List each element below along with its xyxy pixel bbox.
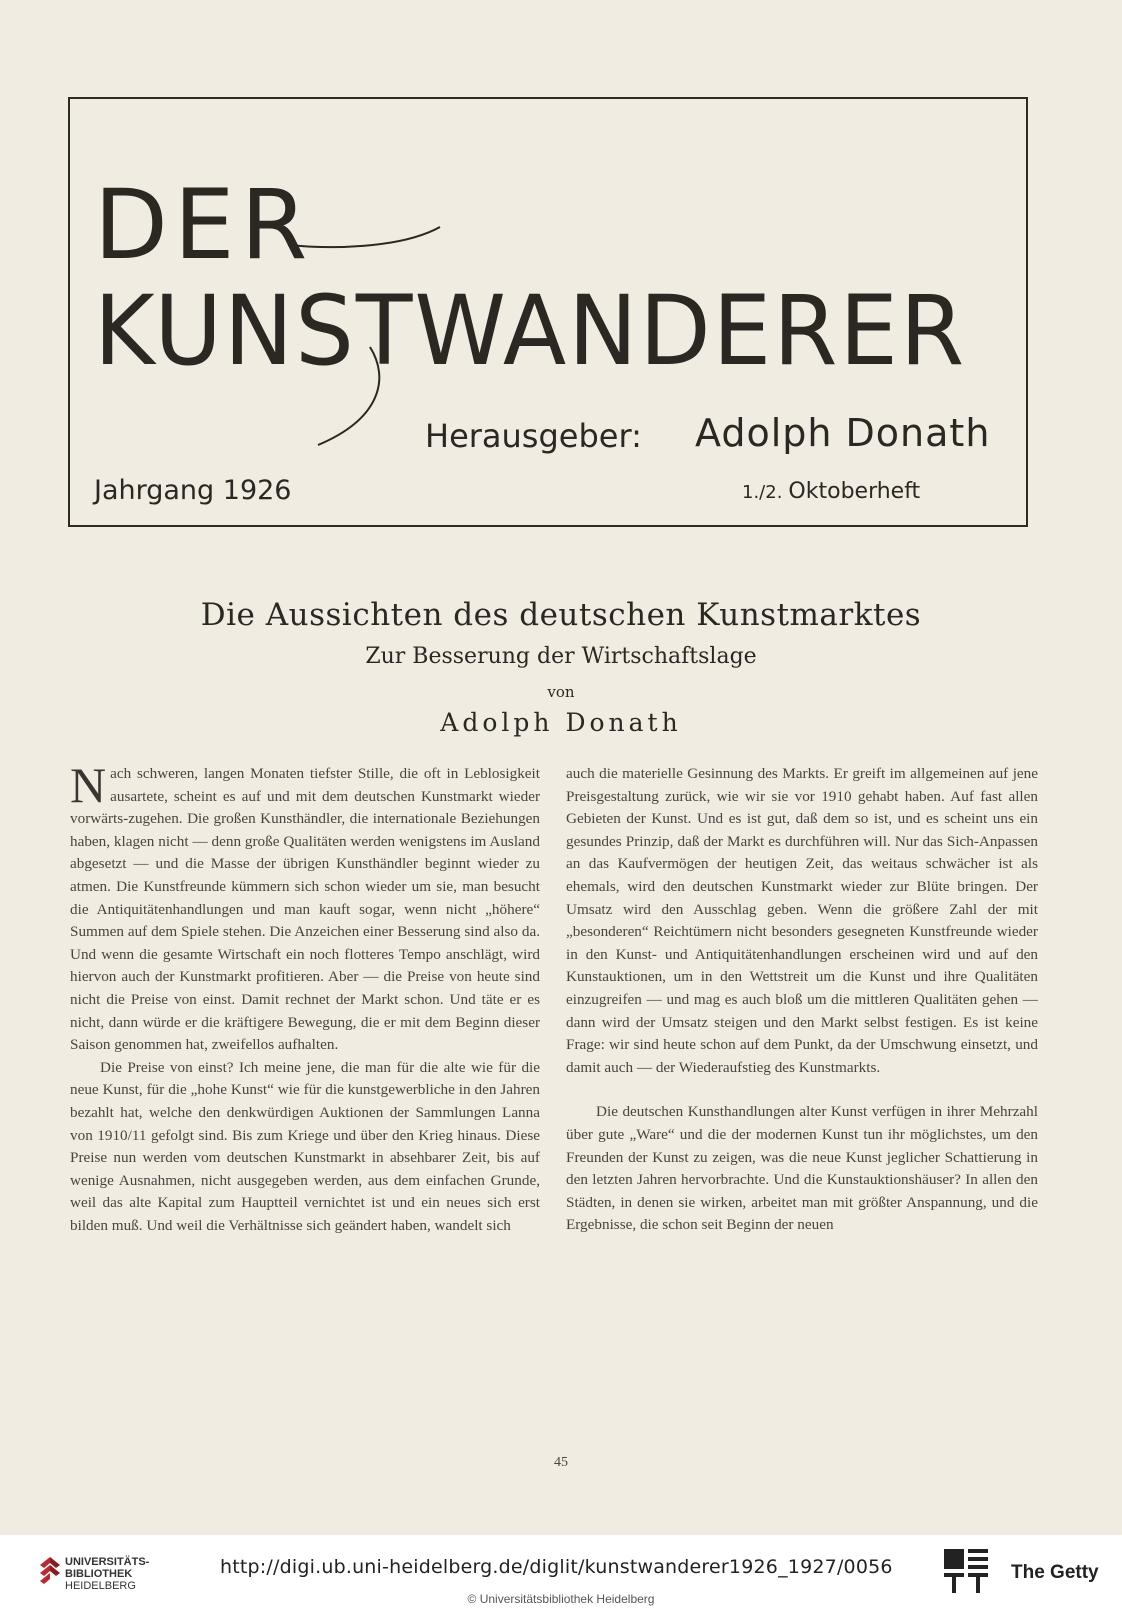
editor-name: Adolph Donath bbox=[695, 411, 991, 455]
article-column-right bbox=[566, 763, 1038, 1237]
copyright-notice: © Universitätsbibliothek Heidelberg bbox=[467, 1592, 655, 1606]
volume-year: Jahrgang 1926 bbox=[94, 475, 292, 506]
article-column-left bbox=[70, 757, 540, 1237]
issue-number: 1./2. bbox=[742, 482, 783, 503]
getty-name: The Getty bbox=[1011, 1562, 1099, 1583]
right-paragraph-1: auch die materielle Gesinnung des Markts. Er greift im allgemeinen auf jene Preisgestaltung zurück, wie wir sie vor 1910 gehabt haben. Auf fast allen Gebieten der Kunst. Und es ist gut, daß dem so ist, und es scheint uns ein gesundes Prinzip, daß der Markt es durchführen will. Nur das Sich-Anpassen an das Kaufvermögen der heutigen Zeit, das weitaus schwächer ist als ehemals, wird den deutschen Kunstmarkt wieder zur Blüte bringen. Der Umsatz wird den Ausschlag geben. Wenn die größere Zahl der mit „besonderen“ Reichtümern nicht besonders gesegneten Kunstfreunde wieder in den Kunst- und Antiquitätenhandlungen erscheinen wird und auf den Kunstauktionen, um in den Wettstreit um die Kunst und ihre Qualitäten einzugreifen — und mag es auch bloß um die mittleren Qualitäten gehen — dann wird der Umsatz steigen und den Markt selbst festigen. Es ist keine Frage: wir sind heute schon auf dem Punkt, da der Umschwung einsetzt, und damit auch — der Wiederaufstieg des Kunstmarkts. bbox=[566, 765, 1038, 1076]
article-subtitle: Zur Besserung der Wirtschaftslage bbox=[365, 644, 757, 669]
left-paragraph-1-text: ach schweren, langen Monaten tiefster Stille, die oft in Leblosigkeit ausartete, scheint es auf und mit dem deutschen Kunstmarkt wieder vorwärts-zugehen. Die großen Kunsthändler, die internationale Beziehungen haben, klagen nicht — denn große Qualitäten werden wenigstens im Ausland abgesetzt — und die Masse der übrigen Kunsthändler beginnt wieder zu atmen. Die Kunstfreunde kümmern sich schon wieder um sie, man besucht die Antiquitätenhandlungen und man kauft sogar, wenn nicht „höhere“ Summen auf dem Spiele stehen. Die Anzeichen einer Besserung sind also da. Und wenn die gesamte Wirtschaft ein noch flotteres Tempo anschlägt, wird hiervon auch der Kunstmarkt profitieren. Aber — die Preise von heute sind nicht die Preise von einst. Damit rechnet der Markt schon. Und täte er es nicht, dann würde er die kräftigere Bewegung, die er mit dem Beginn dieser Saison genommen hat, zweifellos aufhalten. bbox=[70, 765, 540, 1054]
right-paragraph-2: Die deutschen Kunsthandlungen alter Kunst verfügen in ihrer Mehrzahl über gute „Ware“ und die der modernen Kunst tun ihr möglichstes, um den Freunden der Kunst zu zeigen, was die neue Kunst jeglicher Schattierung in den letzten Jahren hervorbrachte. Und die Kunstauktionshäuser? In allen den Städten, in denen sie wirken, arbeitet man mit größter Anspannung, und die Ergebnisse, die schon seit Beginn der neuen bbox=[566, 1103, 1038, 1234]
library-name bbox=[65, 1556, 149, 1592]
masthead-title-line1: DER bbox=[94, 169, 314, 281]
source-url-link[interactable]: http://digi.ub.uni-heidelberg.de/diglit/kunstwanderer1926_1927/0056 bbox=[220, 1556, 893, 1578]
issue-name: Oktoberheft bbox=[788, 479, 921, 504]
issue-label bbox=[742, 479, 920, 504]
library-name-line3: HEIDELBERG bbox=[65, 1580, 136, 1592]
library-name-line1: UNIVERSITÄTS- bbox=[65, 1556, 150, 1568]
drop-cap: N bbox=[70, 757, 107, 813]
article-byline-von: von bbox=[547, 683, 575, 701]
masthead-title-line2: KUNSTWANDERER bbox=[94, 275, 967, 387]
article-author: Adolph Donath bbox=[440, 708, 682, 737]
page-number: 45 bbox=[554, 1455, 568, 1470]
left-paragraph-2: Die Preise von einst? Ich meine jene, die man für die alte wie für die neue Kunst, für die „hohe Kunst“ wie für die kunstgewerbliche in den Jahren bezahlt hat, welche den denkwürdigen Auktionen der Sammlungen Lanna von 1910/11 gefolgt sind. Bis zum Kriege und über den Krieg hinaus. Diese Preise nun werden vom deutschen Kunstmarkt in absehbarer Zeit, bis auf wenige Ausnahmen, nicht ausgegeben werden, aus dem einfachen Grunde, weil das alte Kapital zum Hauptteil vernichtet ist und ein neues sich erst bilden muß. Und weil die Verhältnisse sich geändert haben, wandelt sich bbox=[70, 1058, 540, 1234]
left-paragraph-1 bbox=[70, 757, 540, 1057]
getty-logo-icon bbox=[944, 1549, 1000, 1597]
library-name-line2: BIBLIOTHEK bbox=[65, 1568, 133, 1580]
footer-bar bbox=[0, 1535, 1122, 1613]
masthead bbox=[68, 97, 1028, 527]
university-library-logo-icon bbox=[38, 1555, 62, 1589]
article-title: Die Aussichten des deutschen Kunstmarktes bbox=[200, 597, 922, 633]
editor-label: Herausgeber: bbox=[425, 417, 642, 455]
